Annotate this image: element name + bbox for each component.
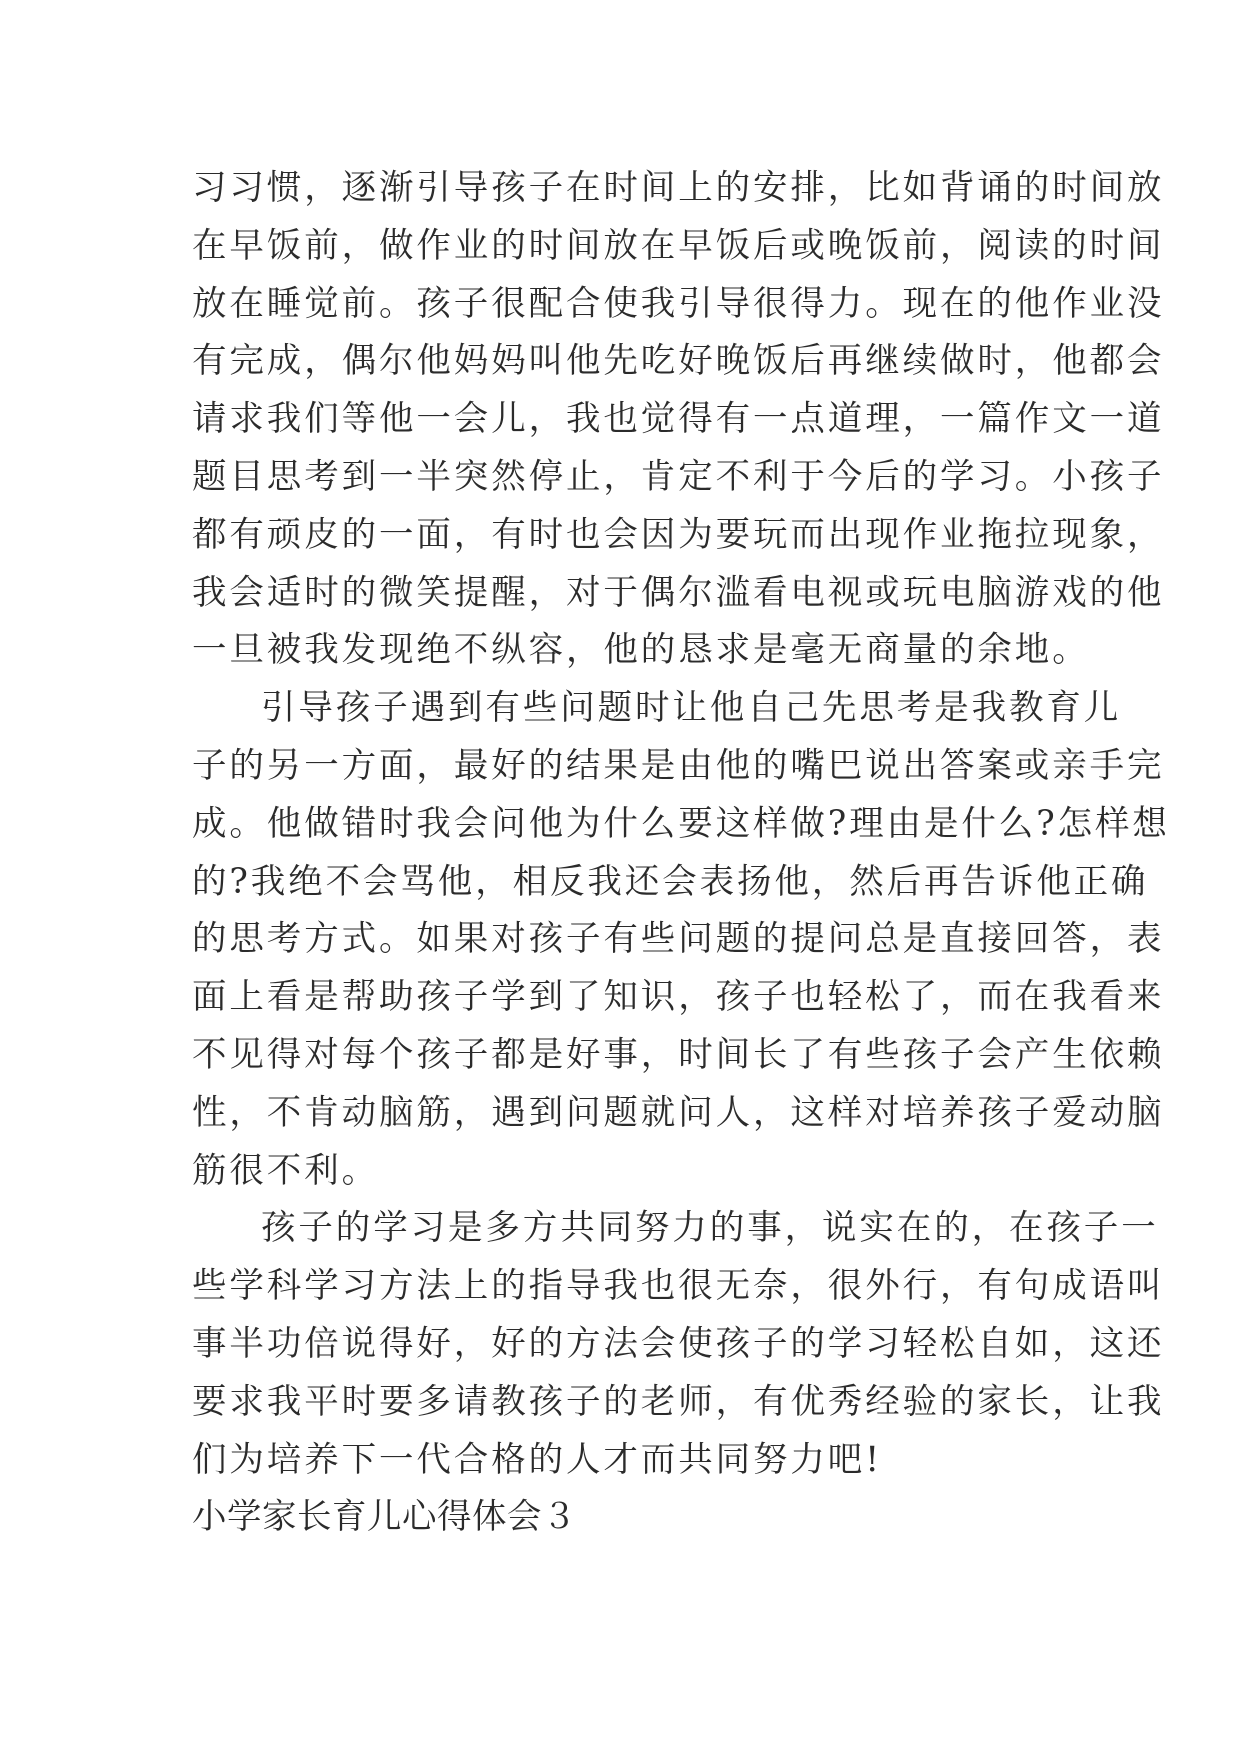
text-line: 请求我们等他一会儿，我也觉得有一点道理，一篇作文一道 <box>192 399 1165 440</box>
section-title: 小学家长育儿心得体会３ <box>192 1497 577 1538</box>
text-line: 要求我平时要多请教孩子的老师，有优秀经验的家长，让我 <box>192 1381 1165 1422</box>
text-line: 都有顽皮的一面，有时也会因为要玩而出现作业拖拉现象， <box>192 514 1165 555</box>
text-line: 筋很不利。 <box>192 1150 379 1191</box>
text-line: 放在睡觉前。孩子很配合使我引导很得力。现在的他作业没 <box>192 283 1165 324</box>
text-line: 在早饭前，做作业的时间放在早饭后或晚饭前，阅读的时间 <box>192 225 1165 266</box>
text-line: 一旦被我发现绝不纵容，他的恳求是毫无商量的余地。 <box>192 630 1090 671</box>
paragraph-2 <box>192 680 1170 1200</box>
text-line: 不见得对每个孩子都是好事，时间长了有些孩子会产生依赖 <box>192 1034 1165 1075</box>
text-line: 成。他做错时我会问他为什么要这样做?理由是什么?怎样想 <box>192 803 1170 844</box>
text-line: 我会适时的微笑提醒，对于偶尔滥看电视或玩电脑游戏的他 <box>192 572 1165 613</box>
document-body <box>192 160 1170 1547</box>
text-line: 性，不肯动脑筋，遇到问题就问人，这样对培养孩子爱动脑 <box>192 1092 1165 1133</box>
text-line: 些学科学习方法上的指导我也很无奈，很外行，有句成语叫 <box>192 1266 1165 1307</box>
text-line: 的?我绝不会骂他，相反我还会表扬他，然后再告诉他正确 <box>192 861 1149 902</box>
text-line: 子的另一方面，最好的结果是由他的嘴巴说出答案或亲手完 <box>192 745 1165 786</box>
text-line: 们为培养下一代合格的人才而共同努力吧! <box>192 1439 882 1480</box>
text-line: 引导孩子遇到有些问题时让他自己先思考是我教育儿 <box>261 688 1122 729</box>
text-line: 事半功倍说得好，好的方法会使孩子的学习轻松自如，这还 <box>192 1323 1165 1364</box>
text-line: 题目思考到一半突然停止，肯定不利于今后的学习。小孩子 <box>192 456 1165 497</box>
text-line: 的思考方式。如果对孩子有些问题的提问总是直接回答，表 <box>192 919 1165 960</box>
text-line: 孩子的学习是多方共同努力的事，说实在的，在孩子一 <box>261 1208 1159 1249</box>
text-line: 面上看是帮助孩子学到了知识，孩子也轻松了，而在我看来 <box>192 977 1165 1018</box>
paragraph-3 <box>192 1200 1165 1489</box>
text-line: 有完成，偶尔他妈妈叫他先吃好晚饭后再继续做时，他都会 <box>192 341 1165 382</box>
text-line: 习习惯，逐渐引导孩子在时间上的安排，比如背诵的时间放 <box>192 168 1165 208</box>
paragraph-1 <box>192 160 1165 680</box>
